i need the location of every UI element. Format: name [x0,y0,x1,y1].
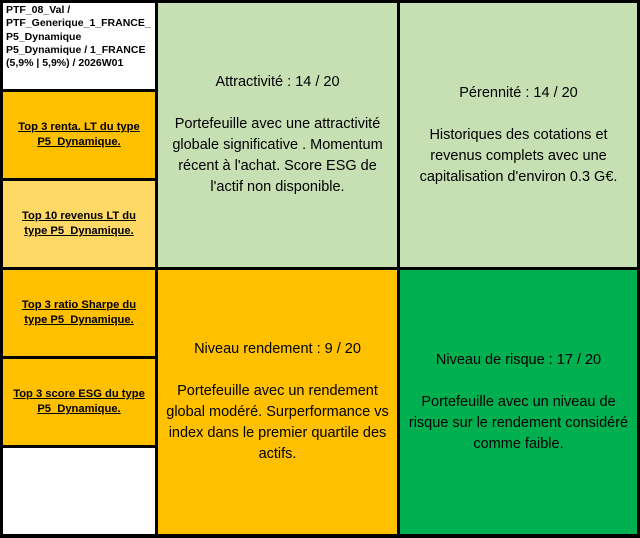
panel-title: Pérennité : 14 / 20 [459,84,578,101]
link-cell-top3-esg [1,357,157,447]
header-line: P5_Dynamique / 1_FRANCE [6,43,146,56]
panel-rendement [156,268,399,536]
portfolio-header [1,1,157,91]
empty-cell [1,446,157,536]
header-line: P5_Dynamique [6,30,82,43]
panel-title: Niveau rendement : 9 / 20 [194,341,361,357]
header-line: (5,9% | 5,9%) / 2026W01 [6,57,124,70]
link-top3-renta[interactable]: Top 3 renta. LT du type P5_Dynamique. [18,121,140,148]
panel-title: Attractivité : 14 / 20 [215,74,340,90]
link-top3-esg[interactable]: Top 3 score ESG du type P5_Dynamique. [13,388,145,415]
panel-text: Portefeuille avec un rendement global modéré. Surperformance vs index dans le premier quartile des actifs. [166,383,389,462]
link-cell-top10-revenus [1,179,157,269]
panel-title: Niveau de risque : 17 / 20 [435,351,602,368]
header-line: PTF_08_Val / [6,4,71,16]
link-cell-top3-renta [1,90,157,180]
link-top10-revenus[interactable]: Top 10 revenus LT du type P5_Dynamique. [22,210,136,237]
panel-attractivite [156,1,399,269]
link-top3-sharpe[interactable]: Top 3 ratio Sharpe du type P5_Dynamique. [21,299,137,326]
panel-text: Portefeuille avec un niveau de risque sur le rendement considéré comme faible. [408,393,629,452]
panel-risque [398,268,639,536]
link-cell-top3-sharpe [1,268,157,358]
header-line: PTF_Generique_1_FRANCE_ [6,17,151,30]
panel-text: Portefeuille avec une attractivité globale significative . Momentum récent à l'achat. Score ESG de l'actif non disponible. [172,116,383,195]
panel-perennite [398,1,639,269]
panel-text: Historiques des cotations et revenus complets avec une capitalisation d'environ 0.3 G€. [419,126,618,185]
